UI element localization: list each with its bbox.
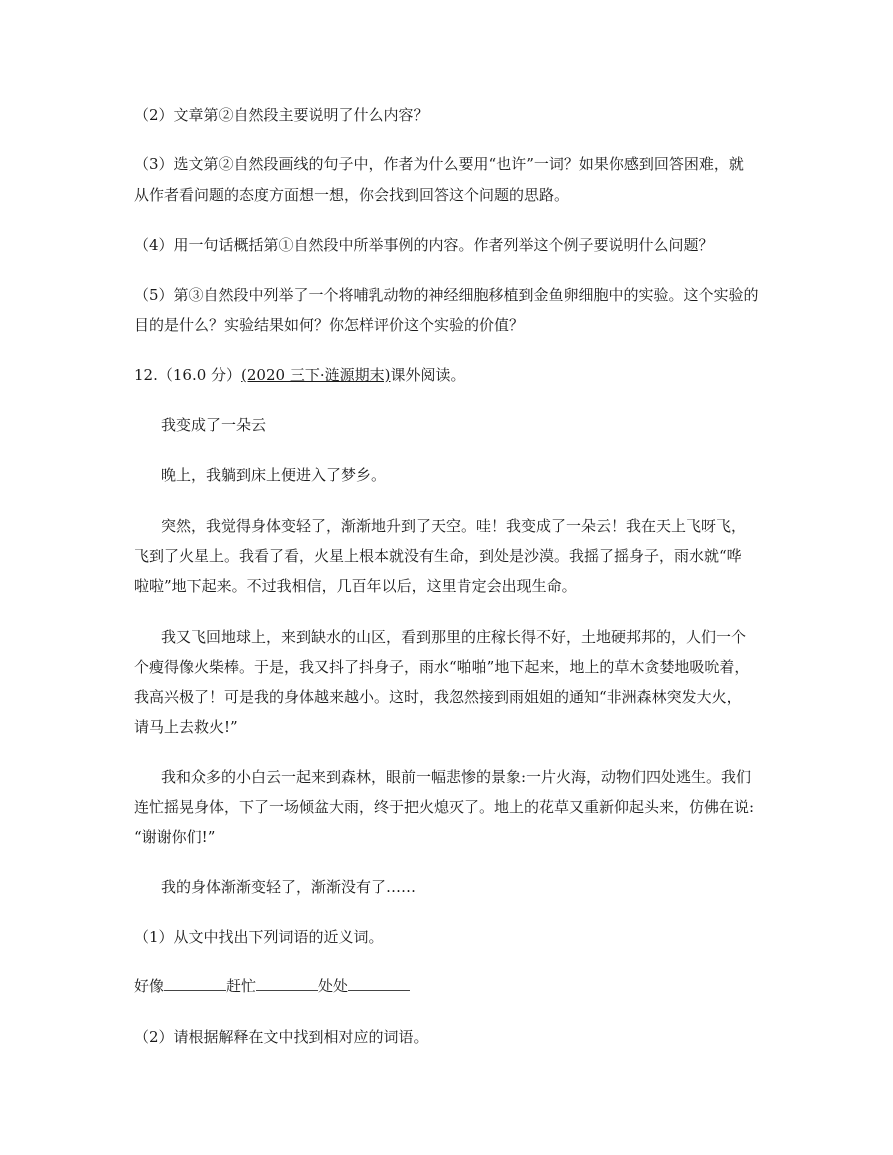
passage-paragraph-1: 晚上，我躺到床上便进入了梦乡。 (161, 466, 387, 484)
sub-question-1: （1）从文中找出下列词语的近义词。 (134, 928, 384, 946)
passage-paragraph-2-line1: 突然，我觉得身体变轻了，渐渐地升到了天空。哇！我变成了一朵云！我在天上飞呀飞， (161, 517, 747, 535)
word-label-1: 好像 (134, 977, 165, 995)
item-number: 12. (134, 366, 158, 384)
passage-paragraph-3-line3: 我高兴极了！可是我的身体越来越小。这时，我忽然接到雨姐姐的通知“非洲森林突发大火， (134, 688, 742, 706)
sub-question-2: （2）请根据解释在文中找到相对应的词语。 (134, 1028, 429, 1046)
answer-blank-3[interactable] (348, 974, 410, 991)
question-prev-3-line2: 从作者看问题的态度方面想一想，你会找到回答这个问题的思路。 (134, 186, 570, 204)
item-score: （16.0 分） (157, 366, 242, 384)
passage-paragraph-2-line2: 飞到了火星上。我看了看，火星上根本就没有生命，到处是沙漠。我摇了摇身子，雨水就“哗 (134, 547, 742, 565)
question-prev-2: （2）文章第②自然段主要说明了什么内容？ (134, 106, 429, 124)
question-prev-3-line1: （3）选文第②自然段画线的句子中，作者为什么要用“也许”一词？如果你感到回答困难，就 (134, 155, 744, 173)
passage-paragraph-4-line1: 我和众多的小白云一起来到森林，眼前一幅悲惨的景象:一片火海，动物们四处逃生。我们 (161, 768, 752, 786)
item-instruction: 课外阅读。 (390, 366, 466, 384)
passage-paragraph-3-line4: 请马上去救火!” (134, 718, 238, 736)
passage-paragraph-4-line3: “谢谢你们!” (134, 828, 216, 846)
item-12-header (134, 361, 465, 389)
passage-paragraph-4-line2: 连忙摇晃身体，下了一场倾盆大雨，终于把火熄灭了。地上的花草又重新仰起头来，仿佛在说: (134, 798, 755, 816)
word-label-2: 赶忙 (226, 977, 257, 995)
answer-blank-1[interactable] (164, 974, 226, 991)
passage-paragraph-3-line1: 我又飞回地球上，来到缺水的山区，看到那里的庄稼长得不好，土地硬邦邦的，人们一个 (161, 628, 747, 646)
word-label-3: 处处 (318, 977, 349, 995)
passage-paragraph-5: 我的身体渐渐变轻了，渐渐没有了…… (161, 878, 417, 896)
item-source-link[interactable]: (2020 三下·涟源期末) (241, 366, 391, 384)
passage-paragraph-3-line2: 个瘦得像火柴棒。于是，我又抖了抖身子，雨水“啪啪”地下起来，地上的草木贪婪地吸吮着， (134, 658, 750, 676)
question-prev-5-line2: 目的是什么？实验结果如何？你怎样评价这个实验的价值？ (134, 316, 525, 334)
synonym-fill-row (134, 972, 410, 1000)
passage-paragraph-2-line3: 啦啦”地下起来。不过我相信，几百年以后，这里肯定会出现生命。 (134, 577, 577, 595)
question-prev-5-line1: （5）第③自然段中列举了一个将哺乳动物的神经细胞移植到金鱼卵细胞中的实验。这个实验的 (134, 286, 759, 304)
question-prev-4: （4）用一句话概括第①自然段中所举事例的内容。作者列举这个例子要说明什么问题？ (134, 236, 714, 254)
passage-title: 我变成了一朵云 (161, 416, 267, 434)
answer-blank-2[interactable] (256, 974, 318, 991)
